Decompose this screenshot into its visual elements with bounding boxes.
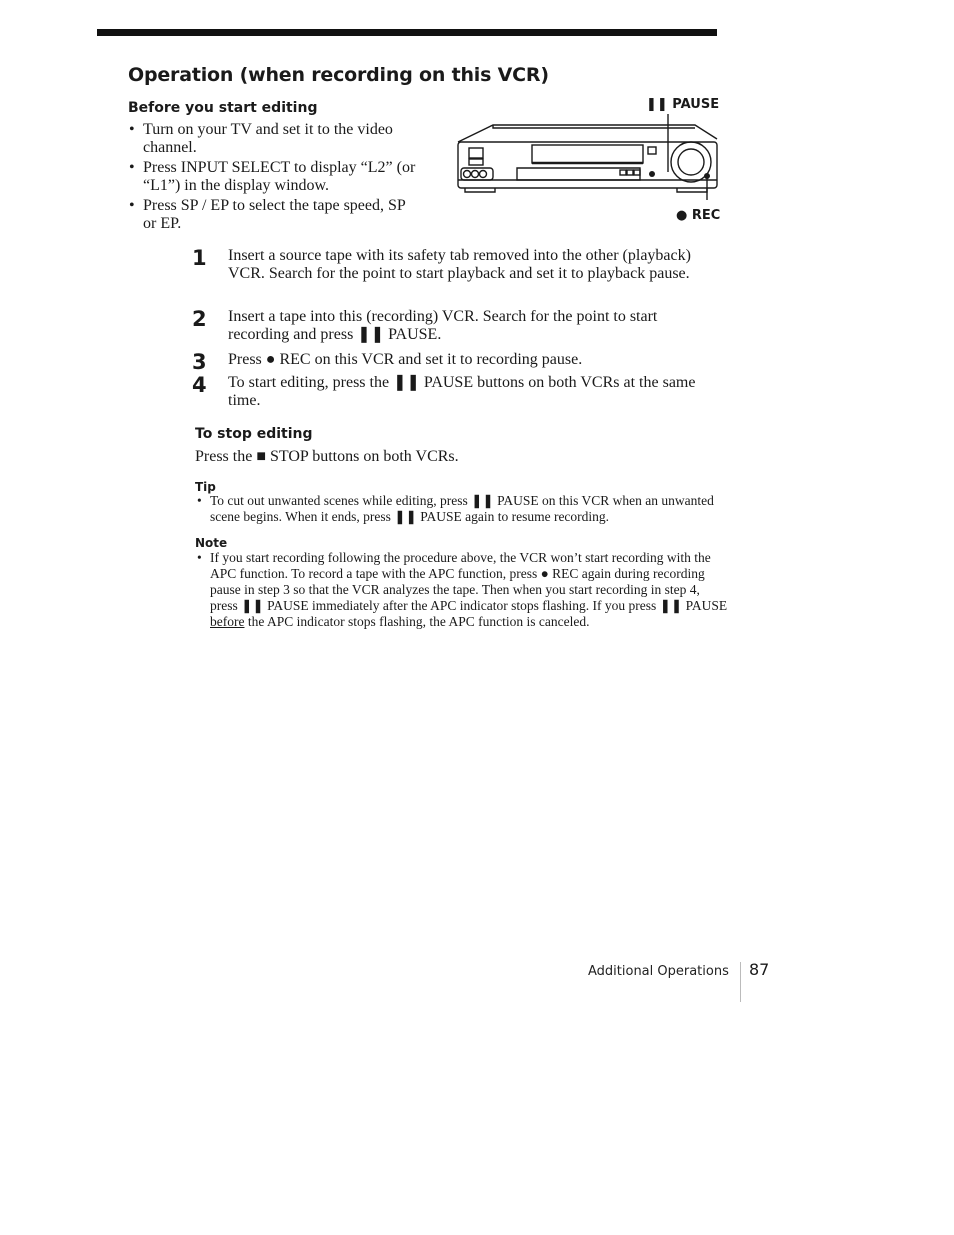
note-text bbox=[197, 550, 730, 630]
step-text: Insert a source tape with its safety tab removed into the other (playback) VCR. Search for the point to start playback and set it to playback pause. bbox=[228, 247, 691, 282]
list-item: • Turn on your TV and set it to the video channel. bbox=[127, 121, 417, 157]
note-body-a: If you start recording following the procedure above, the VCR won’t start recording with the APC function. To record a tape with the APC function, press ● REC again during recording pause in step 3 so that the VCR analyzes the tape. Then when you start recording in step 4, press ❚❚ PAUSE immediately after the APC indicator stops flashing. If you press ❚❚ PAUSE bbox=[210, 550, 728, 613]
note-heading: Note bbox=[195, 536, 228, 550]
tip-heading: Tip bbox=[195, 480, 216, 494]
before-editing-heading: Before you start editing bbox=[128, 100, 318, 116]
page-title: Operation (when recording on this VCR) bbox=[128, 64, 549, 86]
before-editing-list bbox=[127, 121, 417, 235]
pause-label: ❚❚ PAUSE bbox=[646, 97, 720, 112]
step-text: Press ● REC on this VCR and set it to recording pause. bbox=[228, 351, 583, 368]
top-rule bbox=[97, 29, 717, 36]
stop-editing-heading: To stop editing bbox=[195, 426, 313, 442]
vcr-illustration bbox=[455, 92, 730, 227]
footer-section-label: Additional Operations bbox=[588, 964, 729, 979]
step-number: 1 bbox=[192, 246, 207, 270]
step-2 bbox=[192, 308, 722, 344]
list-item: • Press INPUT SELECT to display “L2” (or “L1”) in the display window. bbox=[127, 159, 417, 195]
step-4 bbox=[192, 374, 722, 410]
rec-label: ● REC bbox=[676, 208, 721, 223]
footer-divider bbox=[740, 962, 741, 1002]
step-text: To start editing, press the ❚❚ PAUSE buttons on both VCRs at the same time. bbox=[228, 374, 696, 409]
note-body-b: the APC indicator stops flashing, the APC function is canceled. bbox=[244, 614, 590, 629]
step-text: Insert a tape into this (recording) VCR. Search for the point to start recording and press ❚❚ PAUSE. bbox=[228, 308, 658, 343]
step-number: 4 bbox=[192, 373, 207, 397]
list-item: • Press SP / EP to select the tape speed, SP or EP. bbox=[127, 197, 417, 233]
step-number: 2 bbox=[192, 307, 207, 331]
note-underlined-word: before bbox=[210, 614, 245, 629]
step-3 bbox=[192, 350, 583, 374]
stop-editing-text: Press the ■ STOP buttons on both VCRs. bbox=[195, 448, 459, 465]
tip-text bbox=[197, 493, 730, 525]
step-1 bbox=[192, 247, 722, 283]
tip-body: To cut out unwanted scenes while editing, press ❚❚ PAUSE on this VCR when an unwanted scene begins. When it ends, press ❚❚ PAUSE again to resume recording. bbox=[210, 493, 714, 524]
step-number: 3 bbox=[192, 350, 207, 374]
page-number: 87 bbox=[749, 960, 770, 979]
